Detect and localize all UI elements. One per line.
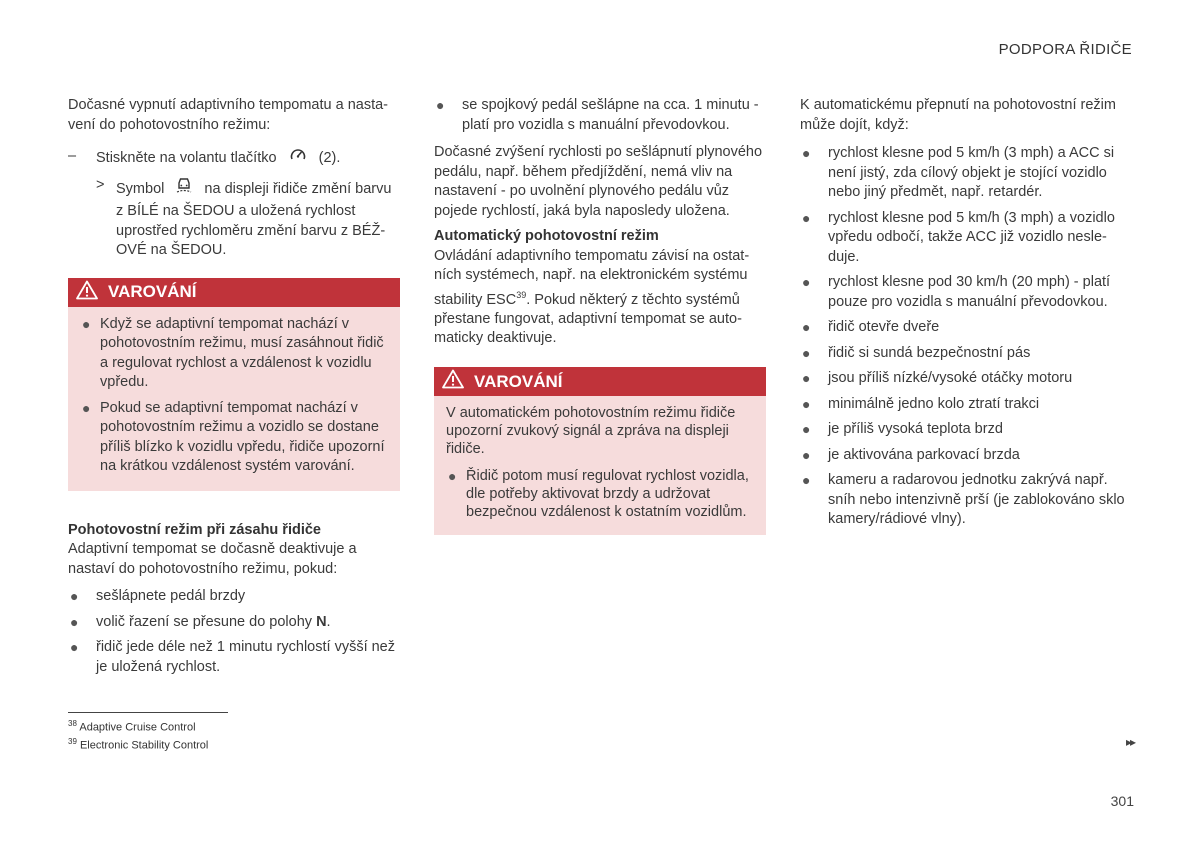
- column-2: [434, 96, 766, 535]
- step-result: [68, 176, 400, 261]
- footnote-rule: [68, 712, 228, 713]
- list-item: ● řidič jede déle než 1 minutu rychlostí vyšší než je uložená rychlost.: [70, 639, 395, 675]
- list-item: ● rychlost klesne pod 5 km/h (3 mph) a ACC si není jistý, zda cílový objekt je stojící vozidlo nebo jiný předmět, např. retardér.: [802, 145, 1115, 200]
- footnote-38: $^{38}$ Adaptive Cruise Control: [68, 719, 196, 734]
- section-heading: Automatický pohotovostní režim: [434, 228, 659, 244]
- intro-text: K automatickému přepnutí na pohotovostní režim může dojít, když:: [800, 97, 1116, 133]
- footnote-ref-39: 39: [516, 289, 527, 300]
- warning-body: [434, 396, 766, 535]
- subheading: Pohotovostní režim při zásahu řidiče: [68, 521, 321, 538]
- list-item: ● rychlost klesne pod 5 km/h (3 mph) a vozidlo vpředu odbočí, takže ACC již vozidlo nesleduje.: [802, 209, 1115, 265]
- warning-item: ● Když se adaptivní tempomat nachází v pohotovostním režimu, musí zasáhnout řidič a regulovat rychlost a vzdálenost k vozidlu vpředu.: [82, 315, 384, 390]
- cruise-standby-symbol-icon: [174, 176, 194, 203]
- list-item: ● rychlost klesne pod 30 km/h (20 mph) - platí pouze pro vozidla s manuální převodovkou.: [802, 274, 1111, 310]
- sub-intro-text: Adaptivní tempomat se dočasně deaktivuje a nastaví do pohotovostního režimu, pokud:: [68, 541, 357, 577]
- warning-item: ● Řidič potom musí regulovat rychlost vozidla, dle potřeby aktivovat brzdy a udržovat bezpečnou vzdálenost k ostatním vozidlům.: [448, 467, 749, 520]
- step-text-after: (2).: [318, 150, 341, 167]
- result-marker: >: [96, 176, 105, 193]
- step-text-before: Stiskněte na volantu tlačítko: [96, 150, 277, 167]
- warning-body: [68, 307, 400, 491]
- list-item: ● kameru a radarovou jednotku zakrývá např. sníh nebo intenzivně prší (je zablokováno sklo kamery/rádiové vlny).: [802, 472, 1125, 527]
- warning-item: ● Pokud se adaptivní tempomat nachází v pohotovostním režimu a vozidlo se dostane příliš blízko k vozidlu vpředu, řidiče upozorní na krátkou vzdálenost systém varování.: [82, 399, 385, 474]
- warning-title: VAROVÁNÍ: [108, 282, 197, 302]
- warning-header: [68, 278, 400, 307]
- warning-text: V automatickém pohotovostním režimu řidiče upozorní zvukový signál a zpráva na displeji řidiče.: [446, 404, 736, 457]
- list-item: ● minimálně jedno kolo ztratí trakci: [802, 395, 1040, 412]
- warning-box-2: [434, 367, 766, 535]
- list-item: ● sešlápnete pedál brzdy: [70, 588, 246, 604]
- footnotes: [68, 717, 208, 752]
- column-3: [800, 96, 1132, 536]
- warning-box-1: [68, 278, 400, 491]
- cruise-control-button-icon: [289, 147, 307, 170]
- warning-triangle-icon: [442, 369, 474, 394]
- standby-condition-list: [800, 144, 1132, 530]
- step-dash: –: [68, 148, 77, 164]
- paragraph-temporary-speed: Dočasné zvýšení rychlosti po sešlápnutí plynového pedálu, např. během předjíždění, nemá vliv na nastavení - po uvolnění plynového pedálu vůz pojede rychlostí, jaká byla naposledy uložena.: [434, 144, 763, 219]
- list-item: ● se spojkový pedál sešlápne na cca. 1 minutu - platí pro vozidla s manuální převodovkou.: [436, 97, 759, 133]
- section-title: PODPORA ŘIDIČE: [998, 41, 1132, 58]
- paragraph-auto-standby: Ovládání adaptivního tempomatu závisí na ostatních systémech, např. na elektronickém systému stability ESC$^{39}$. Pokud některý z těchto systémů přestane fungovat, adaptivní tempomat se automaticky deaktivuje.: [434, 247, 750, 347]
- warning-triangle-icon: [76, 280, 108, 305]
- page-number: 301: [1110, 793, 1134, 809]
- footnote-39: $^{39}$ Electronic Stability Control: [68, 736, 209, 752]
- intro-text: Dočasné vypnutí adaptivního tempomatu a nastavení do pohotovostního režimu:: [68, 97, 389, 133]
- list-item: ● řidič si sundá bezpečnostní pás: [802, 344, 1031, 361]
- list-item: ● řidič otevře dveře: [802, 319, 940, 335]
- condition-list: [68, 587, 400, 677]
- list-item: ● volič řazení se přesune do polohy N.: [70, 613, 331, 630]
- list-item: ● je aktivována parkovací brzda: [802, 446, 1020, 463]
- result-text-before: Symbol: [116, 180, 165, 197]
- list-item: ● je příliš vysoká teplota brzd: [802, 421, 1003, 437]
- result-text-after: na displeji řidiče změní barvu z BÍLÉ na ŠEDOU a uložená rychlost uprostřed rychloměru změní barvu z BÉŽOVÉ na ŠEDOU.: [116, 180, 392, 258]
- warning-title: VAROVÁNÍ: [474, 371, 563, 391]
- clutch-list: [434, 96, 766, 135]
- list-item: ● jsou příliš nízké/vysoké otáčky motoru: [802, 370, 1073, 386]
- warning-header: [434, 367, 766, 396]
- step: [68, 147, 400, 170]
- column-1: [68, 96, 400, 683]
- gear-position-n: N: [316, 613, 327, 630]
- continue-arrows-icon[interactable]: ▸▸: [1125, 735, 1134, 749]
